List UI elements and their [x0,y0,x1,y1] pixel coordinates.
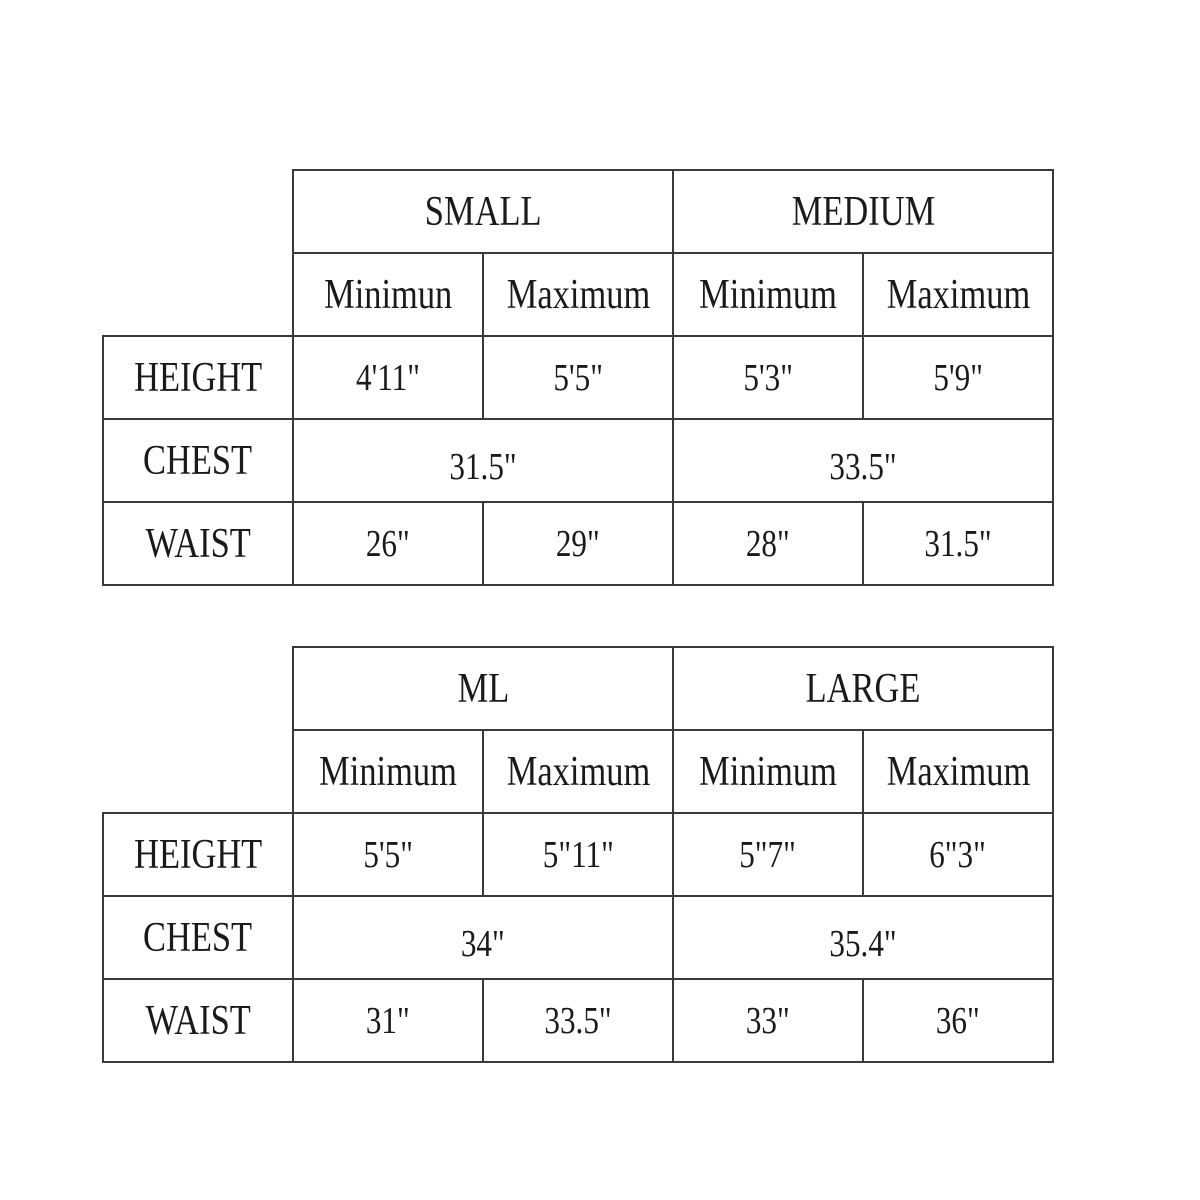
waist-value: 36" [936,999,980,1042]
chest-value: 34" [461,922,505,965]
value-cell [483,336,673,419]
size-header-cell [293,170,673,253]
empty-corner-cell [103,730,293,813]
height-value: 5"11" [542,833,614,876]
row-label: HEIGHT [133,354,263,401]
value-cell [673,502,863,585]
waist-row [103,979,1053,1062]
empty-corner-cell [103,170,293,253]
row-label: CHEST [143,914,253,961]
value-cell [293,336,483,419]
height-value: 6"3" [929,833,987,876]
height-value: 5'9" [933,356,983,399]
subheader-cell [483,253,673,336]
subheader-label: Maximum [506,271,650,318]
row-label-cell [103,336,293,419]
chest-value: 35.4" [829,922,897,965]
subheader-row [103,253,1053,336]
row-label-cell [103,896,293,979]
size-header-cell [673,170,1053,253]
waist-value: 26" [366,522,410,565]
size-chart-table-small-medium [102,169,1054,586]
height-value: 4'11" [356,356,420,399]
size-name: SMALL [424,188,542,235]
size-name: ML [457,665,509,712]
subheader-cell [293,253,483,336]
empty-corner-cell [103,647,293,730]
row-label: WAIST [145,520,251,567]
subheader-label: Minimum [699,748,837,795]
height-value: 5'5" [553,356,603,399]
waist-value: 28" [746,522,790,565]
size-header-row [103,647,1053,730]
value-cell [673,979,863,1062]
value-cell [483,979,673,1062]
subheader-cell [673,253,863,336]
height-value: 5'3" [743,356,793,399]
subheader-label: Minimum [699,271,837,318]
subheader-row [103,730,1053,813]
size-header-row [103,170,1053,253]
value-cell [673,813,863,896]
waist-value: 33" [746,999,790,1042]
value-cell [863,336,1053,419]
value-cell [863,502,1053,585]
waist-value: 31.5" [924,522,992,565]
size-chart-table-ml-large [102,646,1054,1063]
value-cell [483,813,673,896]
subheader-cell [863,253,1053,336]
size-header-cell [673,647,1053,730]
subheader-label: Minimun [323,271,453,318]
value-cell [483,502,673,585]
subheader-label: Maximum [886,271,1030,318]
subheader-label: Maximum [506,748,650,795]
subheader-label: Minimum [319,748,457,795]
value-cell [863,979,1053,1062]
size-name: MEDIUM [791,188,935,235]
chest-row [103,896,1053,979]
subheader-cell [293,730,483,813]
row-label-cell [103,979,293,1062]
height-value: 5"7" [739,833,797,876]
value-cell [293,896,673,979]
value-cell [293,813,483,896]
subheader-cell [483,730,673,813]
value-cell [673,419,1053,502]
chest-value: 33.5" [829,445,897,488]
value-cell [293,502,483,585]
size-name: LARGE [805,665,921,712]
subheader-label: Maximum [886,748,1030,795]
waist-value: 33.5" [544,999,612,1042]
row-label: HEIGHT [133,831,263,878]
size-header-cell [293,647,673,730]
value-cell [293,419,673,502]
subheader-cell [863,730,1053,813]
chest-value: 31.5" [449,445,517,488]
row-label: CHEST [143,437,253,484]
waist-row [103,502,1053,585]
value-cell [673,336,863,419]
subheader-cell [673,730,863,813]
row-label-cell [103,419,293,502]
empty-corner-cell [103,253,293,336]
value-cell [293,979,483,1062]
row-label-cell [103,813,293,896]
waist-value: 31" [366,999,410,1042]
chest-row [103,419,1053,502]
row-label: WAIST [145,997,251,1044]
value-cell [673,896,1053,979]
height-row [103,813,1053,896]
value-cell [863,813,1053,896]
height-value: 5'5" [363,833,413,876]
row-label-cell [103,502,293,585]
waist-value: 29" [556,522,600,565]
height-row [103,336,1053,419]
